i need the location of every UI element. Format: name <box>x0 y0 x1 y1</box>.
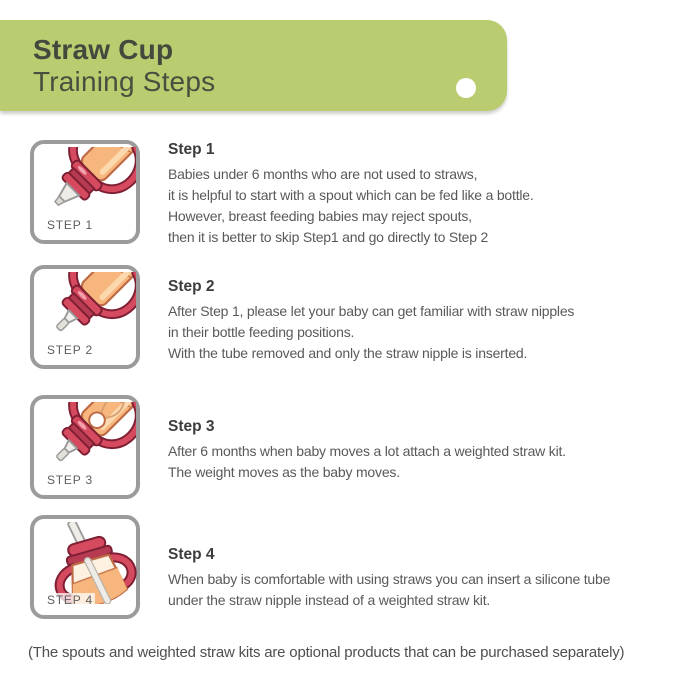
step1-line: Babies under 6 months who are not used to straws, <box>168 166 478 182</box>
header-banner <box>0 20 507 111</box>
step2-line: in their bottle feeding positions. <box>168 324 355 340</box>
page-subtitle: Training Steps <box>33 65 216 97</box>
straw-cup-with-silicone-tube-icon <box>36 522 138 604</box>
bottle-with-straw-nipple-icon <box>36 272 136 348</box>
step2-illustration-box <box>30 265 140 369</box>
step1-text <box>168 141 668 248</box>
step1-box-label: STEP 1 <box>47 218 93 232</box>
step1-line: However, breast feeding babies may reject spouts, <box>168 208 472 224</box>
step3-line: The weight moves as the baby moves. <box>168 464 400 480</box>
step4-box-label: STEP 4 <box>47 593 93 607</box>
step2-line: After Step 1, please let your baby can get familiar with straw nipples <box>168 303 575 319</box>
step1-illustration-box <box>30 140 140 244</box>
step1-line: then it is better to skip Step1 and go directly to Step 2 <box>168 229 489 245</box>
bottle-with-weighted-straw-icon <box>36 402 136 478</box>
banner-dot-icon <box>456 78 476 98</box>
step3-illustration-box <box>30 395 140 499</box>
step2-heading: Step 2 <box>168 278 215 295</box>
step1-heading: Step 1 <box>168 141 215 158</box>
step3-heading: Step 3 <box>168 418 215 435</box>
step4-text <box>168 546 668 611</box>
step1-line: it is helpful to start with a spout which can be fed like a bottle. <box>168 187 534 203</box>
step4-heading: Step 4 <box>168 546 215 563</box>
page-title: Straw Cup <box>33 33 174 65</box>
footer-note: (The spouts and weighted straw kits are optional products that can be purchased separately) <box>28 644 625 661</box>
step4-line: under the straw nipple instead of a weighted straw kit. <box>168 592 491 608</box>
step3-box-label: STEP 3 <box>47 473 93 487</box>
bottle-with-spout-icon <box>36 147 136 223</box>
step4-line: When baby is comfortable with using straws you can insert a silicone tube <box>168 571 611 587</box>
step4-illustration-box <box>30 515 140 619</box>
step2-box-label: STEP 2 <box>47 343 93 357</box>
step2-text <box>168 278 668 364</box>
step2-line: With the tube removed and only the straw nipple is inserted. <box>168 345 528 361</box>
step3-line: After 6 months when baby moves a lot attach a weighted straw kit. <box>168 443 566 459</box>
step3-text <box>168 418 668 483</box>
